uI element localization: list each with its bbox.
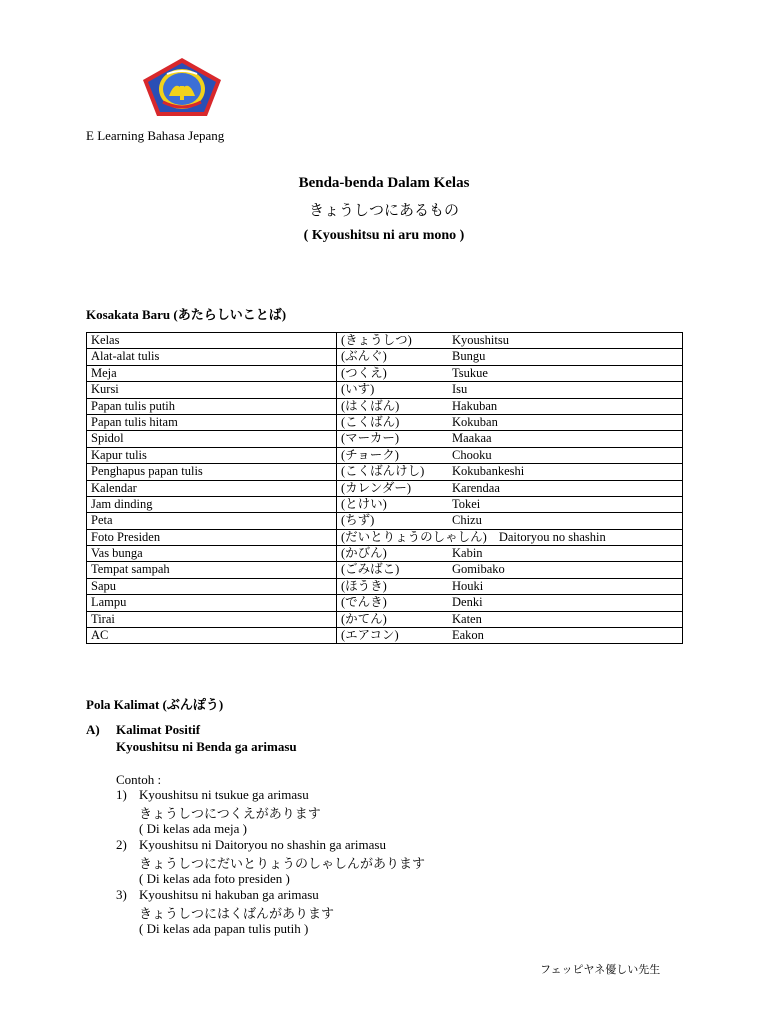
- example-2-num: 2): [116, 837, 127, 852]
- table-row: [87, 611, 683, 627]
- vocab-kana: (ちず): [341, 513, 375, 528]
- document-subtitle: E Learning Bahasa Jepang: [86, 128, 225, 143]
- vocab-indonesian: Kalendar: [87, 480, 337, 496]
- example-2-meaning: ( Di kelas ada foto presiden ): [139, 871, 290, 886]
- vocab-romaji: Eakon: [452, 628, 484, 643]
- example-1-meaning: ( Di kelas ada meja ): [139, 821, 247, 836]
- vocab-indonesian: Meja: [87, 365, 337, 381]
- vocab-table: [86, 332, 683, 644]
- vocab-indonesian: Papan tulis putih: [87, 398, 337, 414]
- vocab-kana: (ぶんぐ): [341, 349, 387, 364]
- vocab-indonesian: Kelas: [87, 333, 337, 349]
- example-1-romaji: Kyoushitsu ni tsukue ga arimasu: [139, 787, 309, 802]
- vocab-japanese-cell: [337, 349, 683, 365]
- table-row: [87, 365, 683, 381]
- vocab-indonesian: Tempat sampah: [87, 562, 337, 578]
- vocab-indonesian: Penghapus papan tulis: [87, 464, 337, 480]
- table-row: [87, 414, 683, 430]
- vocab-romaji: Isu: [452, 382, 468, 397]
- vocab-japanese-cell: [337, 480, 683, 496]
- vocab-indonesian: Spidol: [87, 431, 337, 447]
- vocab-kana: (かてん): [341, 611, 387, 626]
- vocab-indonesian: Tirai: [87, 611, 337, 627]
- example-2-kana: きょうしつにだいとりょうのしゃしんがあります: [139, 856, 426, 871]
- table-row: [87, 529, 683, 545]
- table-row: [87, 562, 683, 578]
- vocab-romaji: Houki: [452, 578, 484, 593]
- section-a-label: A): [86, 722, 100, 737]
- vocab-kana: (カレンダー): [341, 480, 412, 495]
- example-1-num: 1): [116, 787, 127, 802]
- example-2-romaji: Kyoushitsu ni Daitoryou no shashin ga arimasu: [139, 837, 386, 852]
- vocab-kana: (きょうしつ): [341, 333, 412, 347]
- vocab-japanese-cell: [337, 414, 683, 430]
- table-row: [87, 480, 683, 496]
- vocab-indonesian: AC: [87, 628, 337, 644]
- vocab-romaji: Tsukue: [452, 365, 488, 380]
- vocab-kana: (ほうき): [341, 578, 387, 593]
- vocab-romaji: Chooku: [452, 447, 492, 462]
- vocab-romaji: Hakuban: [452, 398, 498, 413]
- table-row: [87, 398, 683, 414]
- vocab-indonesian: Alat-alat tulis: [87, 349, 337, 365]
- example-3-romaji: Kyoushitsu ni hakuban ga arimasu: [139, 887, 319, 902]
- vocab-indonesian: Foto Presiden: [87, 529, 337, 545]
- footer-signature: フェッピヤネ優しい先生: [540, 964, 661, 976]
- vocab-romaji: Kyoushitsu: [452, 333, 509, 347]
- vocab-kana: (つくえ): [341, 365, 387, 380]
- vocab-japanese-cell: [337, 546, 683, 562]
- vocab-indonesian: Vas bunga: [87, 546, 337, 562]
- vocab-romaji: Bungu: [452, 349, 486, 364]
- vocab-indonesian: Peta: [87, 513, 337, 529]
- vocab-japanese-cell: [337, 562, 683, 578]
- vocab-indonesian: Jam dinding: [87, 496, 337, 512]
- section-a-title: Kalimat Positif: [116, 722, 201, 737]
- vocab-romaji: Kokuban: [452, 414, 498, 429]
- vocab-indonesian: Lampu: [87, 595, 337, 611]
- page-title-romaji: ( Kyoushitsu ni aru mono ): [303, 228, 465, 243]
- table-row: [87, 628, 683, 644]
- table-row: [87, 431, 683, 447]
- vocab-romaji: Maakaa: [452, 431, 492, 446]
- table-row: [87, 546, 683, 562]
- vocab-japanese-cell: [337, 431, 683, 447]
- vocab-kana: (とけい): [341, 496, 387, 511]
- vocab-romaji: Chizu: [452, 513, 482, 528]
- vocab-romaji: Karendaa: [452, 480, 500, 495]
- vocab-kana: (ごみばこ): [341, 562, 400, 577]
- vocab-japanese-cell: [337, 464, 683, 480]
- vocab-romaji: Daitoryou no shashin: [498, 529, 606, 544]
- vocab-indonesian: Papan tulis hitam: [87, 414, 337, 430]
- vocab-japanese-cell: [337, 496, 683, 512]
- table-row: [87, 496, 683, 512]
- table-row: [87, 464, 683, 480]
- table-row: [87, 447, 683, 463]
- vocab-kana: (こくばんけし): [341, 464, 425, 479]
- vocab-japanese-cell: [337, 578, 683, 594]
- vocab-kana: (チョーク): [341, 447, 399, 462]
- vocab-romaji: Gomibako: [452, 562, 505, 577]
- vocab-indonesian: Kursi: [87, 382, 337, 398]
- vocab-japanese-cell: [337, 398, 683, 414]
- pattern-heading: Pola Kalimat (ぶんぽう): [86, 697, 224, 712]
- vocab-romaji: Katen: [452, 611, 482, 626]
- vocab-romaji: Kokubankeshi: [452, 464, 525, 479]
- table-row: [87, 513, 683, 529]
- table-row: [87, 595, 683, 611]
- vocab-kana: (エアコン): [341, 628, 399, 643]
- vocab-japanese-cell: [337, 628, 683, 644]
- vocab-kana: (かびん): [341, 546, 387, 561]
- example-3-meaning: ( Di kelas ada papan tulis putih ): [139, 921, 309, 936]
- vocab-japanese-cell: [337, 365, 683, 381]
- school-logo: [141, 56, 223, 118]
- vocab-japanese-cell: [337, 595, 683, 611]
- vocab-kana: (だいとりょうのしゃしん): [341, 529, 487, 544]
- vocab-romaji: Tokei: [452, 496, 481, 511]
- vocab-japanese-cell: [337, 333, 683, 349]
- page-title: Benda-benda Dalam Kelas: [298, 175, 470, 191]
- vocab-kana: (はくばん): [341, 398, 400, 413]
- vocab-japanese-cell: [337, 382, 683, 398]
- vocab-indonesian: Kapur tulis: [87, 447, 337, 463]
- vocab-japanese-cell: [337, 447, 683, 463]
- example-label: Contoh :: [116, 772, 162, 787]
- vocab-indonesian: Sapu: [87, 578, 337, 594]
- vocab-heading: Kosakata Baru (あたらしいことば): [86, 307, 287, 322]
- table-row: [87, 349, 683, 365]
- example-3-num: 3): [116, 887, 127, 902]
- page-title-kana: きょうしつにあるもの: [308, 203, 459, 219]
- example-1-kana: きょうしつにつくえがあります: [139, 806, 321, 821]
- vocab-japanese-cell: [337, 529, 683, 545]
- vocab-romaji: Denki: [452, 595, 483, 610]
- vocab-kana: (いす): [341, 382, 375, 397]
- example-3-kana: きょうしつにはくばんがあります: [139, 906, 335, 921]
- vocab-romaji: Kabin: [452, 546, 483, 561]
- vocab-kana: (こくばん): [341, 414, 400, 429]
- vocab-japanese-cell: [337, 611, 683, 627]
- vocab-japanese-cell: [337, 513, 683, 529]
- section-a-formula: Kyoushitsu ni Benda ga arimasu: [116, 739, 297, 754]
- vocab-kana: (でんき): [341, 595, 387, 610]
- vocab-kana: (マーカー): [341, 431, 400, 446]
- table-row: [87, 333, 683, 349]
- table-row: [87, 578, 683, 594]
- table-row: [87, 382, 683, 398]
